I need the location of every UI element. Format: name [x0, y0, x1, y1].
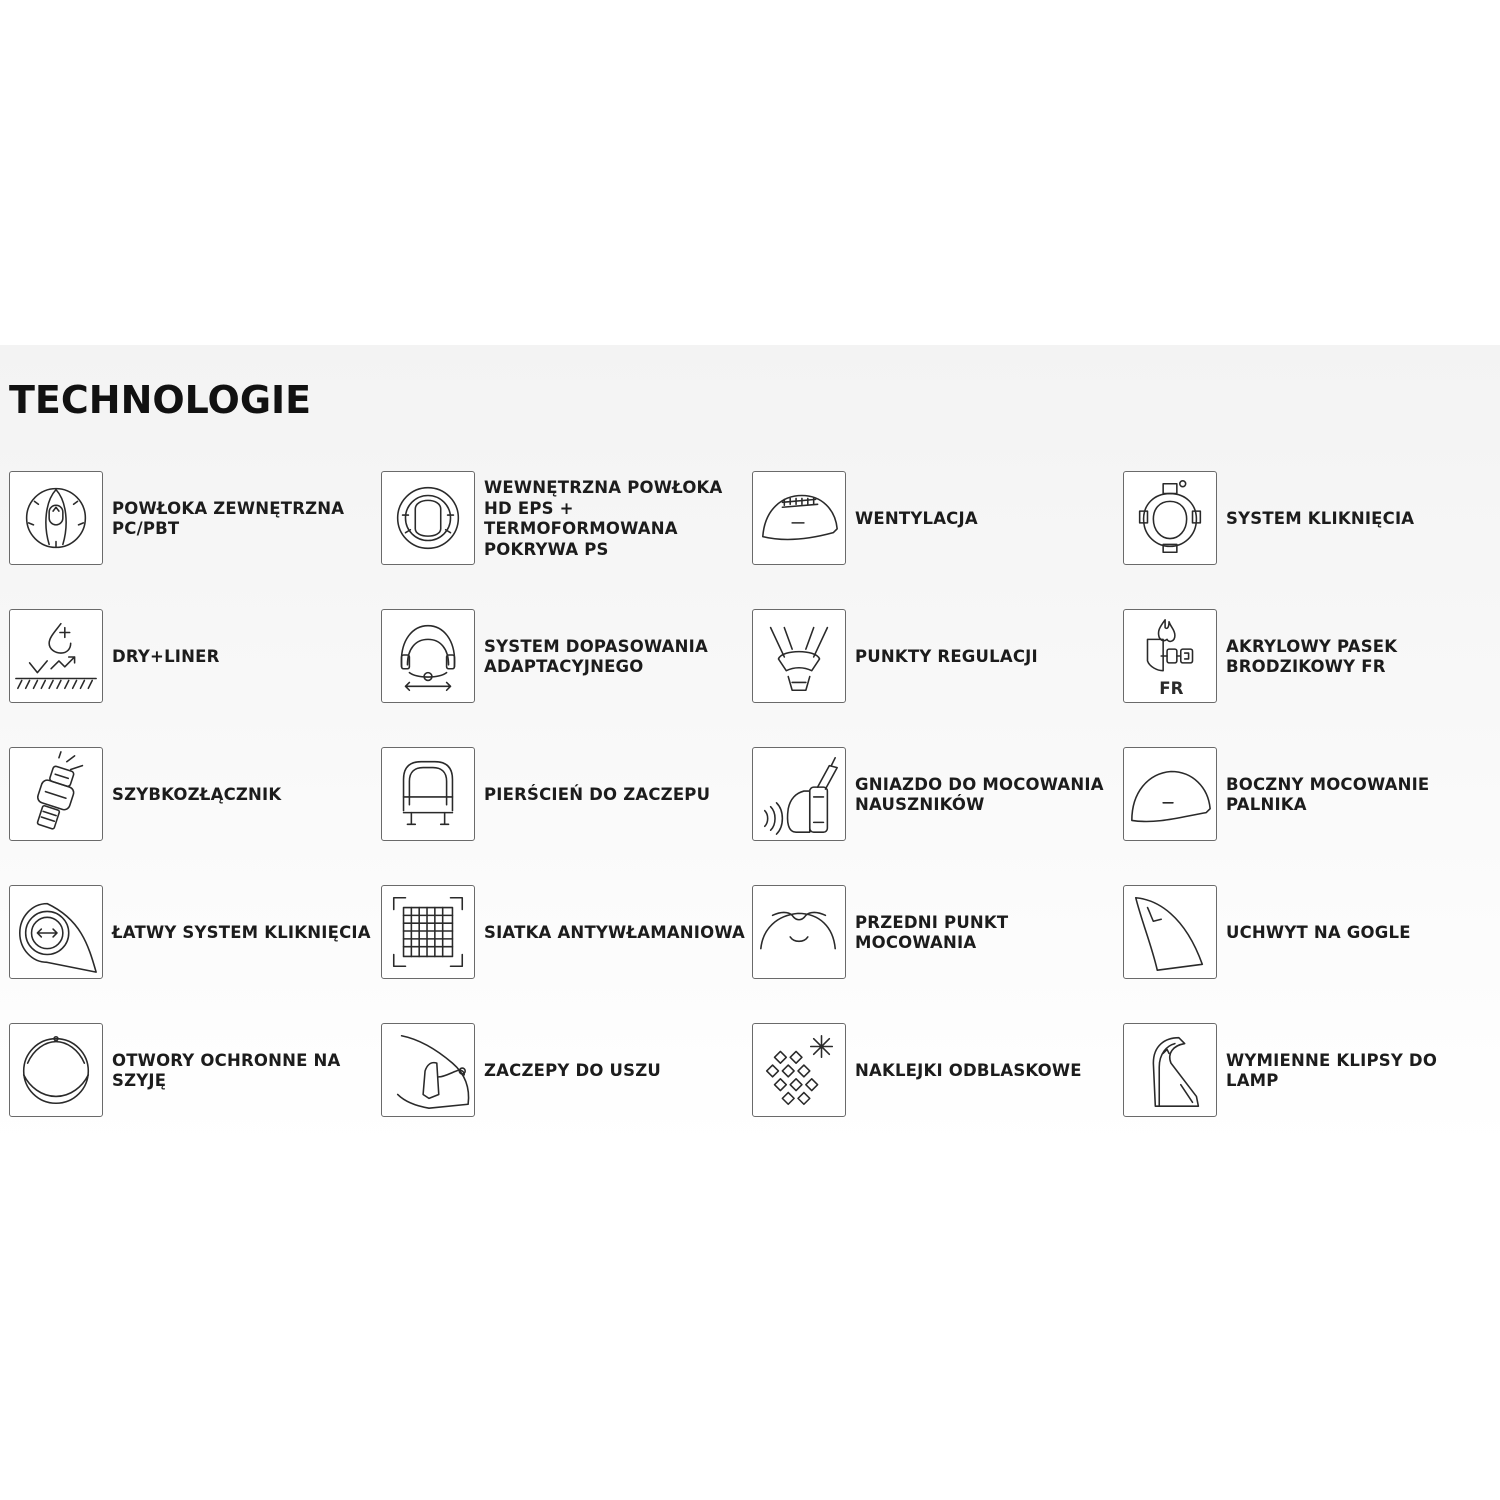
feature-item	[1123, 747, 1493, 843]
feature-item	[381, 1023, 751, 1119]
feature-label: POWŁOKA ZEWNĘTRZNA PC/PBT	[112, 498, 345, 538]
lamp-clips-icon	[1123, 1023, 1217, 1117]
feature-label: NAKLEJKI ODBLASKOWE	[855, 1060, 1082, 1080]
feature-label: PIERŚCIEŃ DO ZACZEPU	[484, 784, 711, 804]
anti-intrusion-mesh-icon	[381, 885, 475, 979]
feature-label: AKRYLOWY PASEK BRODZIKOWY FR	[1226, 636, 1398, 676]
feature-label: ZACZEPY DO USZU	[484, 1060, 661, 1080]
feature-label: GNIAZDO DO MOCOWANIA NAUSZNIKÓW	[855, 774, 1104, 814]
feature-label: SIATKA ANTYWŁAMANIOWA	[484, 922, 746, 942]
front-mount-point-icon	[752, 885, 846, 979]
reflective-stickers-icon	[752, 1023, 846, 1117]
fr-icon-text: FR	[1159, 679, 1184, 699]
quick-connector-icon	[9, 747, 103, 841]
neck-protection-holes-icon	[9, 1023, 103, 1117]
feature-item	[752, 609, 1122, 705]
feature-item	[752, 471, 1122, 567]
feature-label: PRZEDNI PUNKT MOCOWANIA	[855, 912, 1009, 952]
feature-label: WEWNĘTRZNA POWŁOKA HD EPS + TERMOFORMOWANA POKRYWA PS	[484, 478, 723, 559]
feature-item	[1123, 471, 1493, 567]
side-lamp-mount-icon	[1123, 747, 1217, 841]
fr-chinstrap-icon	[1123, 609, 1217, 703]
feature-label: ŁATWY SYSTEM KLIKNIĘCIA	[112, 922, 371, 942]
attachment-ring-icon	[381, 747, 475, 841]
feature-label: PUNKTY REGULACJI	[855, 646, 1038, 666]
feature-item	[752, 1023, 1122, 1119]
feature-item	[9, 1023, 379, 1119]
helmet-outer-shell-icon	[9, 471, 103, 565]
feature-label: SYSTEM DOPASOWANIA ADAPTACYJNEGO	[484, 636, 708, 676]
feature-label: UCHWYT NA GOGLE	[1226, 922, 1411, 942]
feature-item	[1123, 1023, 1493, 1119]
section-title: TECHNOLOGIE	[9, 378, 312, 422]
feature-label: DRY+LINER	[112, 646, 220, 666]
feature-label: WENTYLACJA	[855, 508, 978, 528]
easy-click-icon	[9, 885, 103, 979]
feature-item	[381, 609, 751, 705]
ear-clips-icon	[381, 1023, 475, 1117]
feature-item	[9, 609, 379, 705]
feature-item	[1123, 885, 1493, 981]
feature-label: OTWORY OCHRONNE NA SZYJĘ	[112, 1050, 341, 1090]
feature-item	[1123, 609, 1493, 705]
dry-liner-icon	[9, 609, 103, 703]
feature-label: WYMIENNE KLIPSY DO LAMP	[1226, 1050, 1438, 1090]
adjustment-points-icon	[752, 609, 846, 703]
feature-label: BOCZNY MOCOWANIE PALNIKA	[1226, 774, 1430, 814]
earmuff-slot-icon	[752, 747, 846, 841]
feature-item	[381, 471, 751, 567]
feature-item	[9, 885, 379, 981]
goggle-holder-icon	[1123, 885, 1217, 979]
feature-label: SZYBKOZŁĄCZNIK	[112, 784, 282, 804]
ventilation-icon	[752, 471, 846, 565]
feature-item	[381, 747, 751, 843]
adaptive-fit-icon	[381, 609, 475, 703]
feature-item	[752, 747, 1122, 843]
feature-label: SYSTEM KLIKNIĘCIA	[1226, 508, 1415, 528]
helmet-inner-shell-icon	[381, 471, 475, 565]
feature-item	[381, 885, 751, 981]
feature-item	[9, 747, 379, 843]
feature-item	[9, 471, 379, 567]
feature-item	[752, 885, 1122, 981]
click-system-icon	[1123, 471, 1217, 565]
